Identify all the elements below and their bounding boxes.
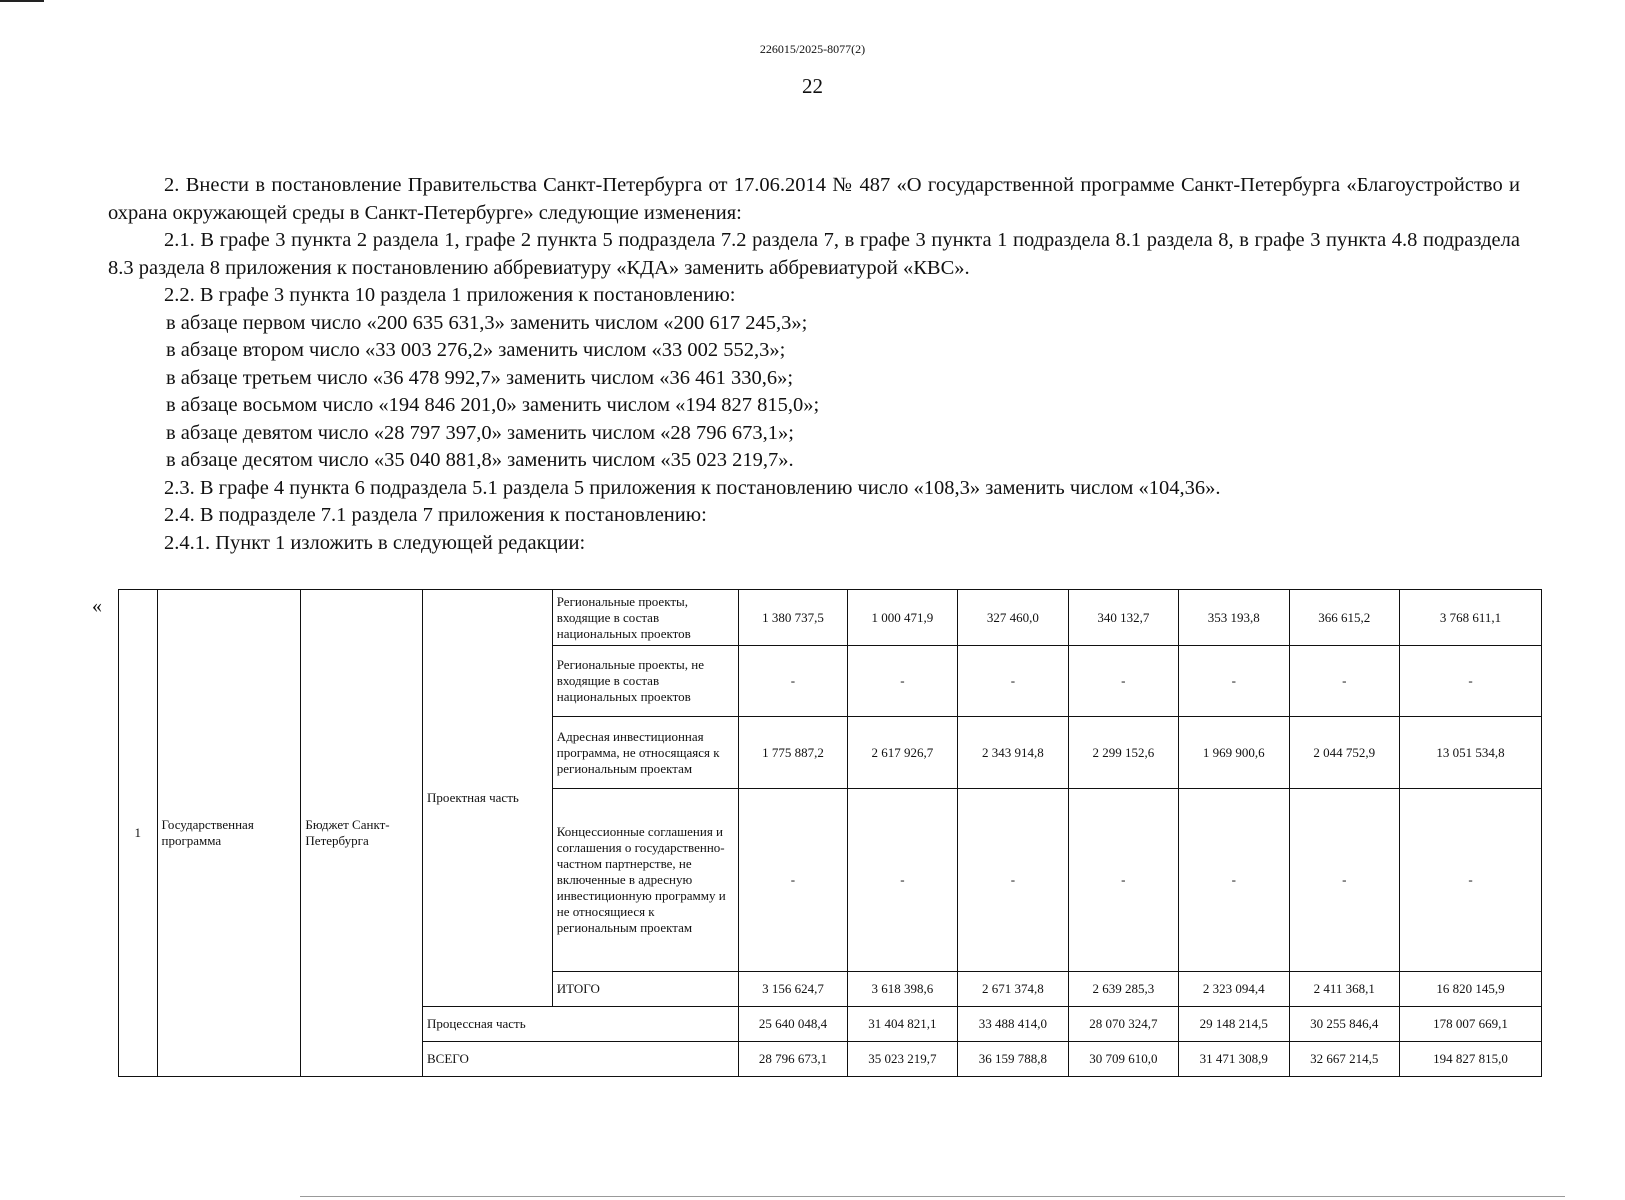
grand-total-label: ВСЕГО — [423, 1042, 739, 1077]
value-cell: 340 132,7 — [1068, 590, 1178, 646]
total-value-cell: - — [1400, 646, 1542, 717]
value-cell: 2 671 374,8 — [958, 972, 1068, 1007]
value-cell: 3 618 398,6 — [847, 972, 957, 1007]
value-cell: - — [847, 646, 957, 717]
program-name-cell: Государственная программа — [157, 590, 301, 1077]
paragraph-2-4-1: 2.4.1. Пункт 1 изложить в следующей редакции: — [164, 531, 586, 554]
abzac-line: в абзаце восьмом число «194 846 201,0» заменить числом «194 827 815,0»; — [166, 394, 820, 416]
paragraph-2-4: 2.4. В подразделе 7.1 раздела 7 приложения к постановлению: — [164, 504, 707, 526]
scan-bottom-line — [300, 1196, 1565, 1197]
value-cell: 29 148 214,5 — [1179, 1007, 1289, 1042]
value-cell: - — [958, 646, 1068, 717]
value-cell: 1 969 900,6 — [1179, 717, 1289, 789]
value-cell: - — [1068, 646, 1178, 717]
value-cell: - — [958, 789, 1068, 972]
amendment-text — [108, 172, 1520, 557]
value-cell: 36 159 788,8 — [958, 1042, 1068, 1077]
value-cell: - — [739, 646, 847, 717]
abzac-line: в абзаце девятом число «28 797 397,0» заменить числом «28 796 673,1»; — [166, 421, 795, 444]
program-funding-table — [118, 589, 1542, 1077]
abzac-line: в абзаце десятом число «35 040 881,8» заменить числом «35 023 219,7». — [166, 449, 794, 471]
value-cell: 32 667 214,5 — [1289, 1042, 1399, 1077]
total-value-cell: 16 820 145,9 — [1400, 972, 1542, 1007]
value-cell: 366 615,2 — [1289, 590, 1399, 646]
total-value-cell: 194 827 815,0 — [1400, 1042, 1542, 1077]
item-number-cell: 1 — [119, 590, 158, 1077]
abzac-line: в абзаце втором число «33 003 276,2» заменить числом «33 002 552,3»; — [166, 339, 786, 361]
total-value-cell: 178 007 669,1 — [1400, 1007, 1542, 1042]
value-cell: 30 255 846,4 — [1289, 1007, 1399, 1042]
value-cell: 2 639 285,3 — [1068, 972, 1178, 1007]
value-cell: 1 000 471,9 — [847, 590, 957, 646]
paragraph-2-3: 2.3. В графе 4 пункта 6 подраздела 5.1 раздела 5 приложения к постановлению число «108,3» заменить числом «104,36». — [164, 476, 1221, 499]
value-cell: - — [1289, 646, 1399, 717]
value-cell: 2 617 926,7 — [847, 717, 957, 789]
opening-quote-mark: « — [92, 595, 102, 617]
value-cell: - — [1068, 789, 1178, 972]
value-cell: - — [1179, 646, 1289, 717]
value-cell: 327 460,0 — [958, 590, 1068, 646]
total-value-cell: 3 768 611,1 — [1400, 590, 1542, 646]
table-row — [119, 590, 1542, 646]
value-cell: 1 380 737,5 — [739, 590, 847, 646]
value-cell: 25 640 048,4 — [739, 1007, 847, 1042]
total-value-cell: 13 051 534,8 — [1400, 717, 1542, 789]
scan-corner-mark — [0, 0, 44, 2]
value-cell: 31 471 308,9 — [1179, 1042, 1289, 1077]
value-cell: 2 044 752,9 — [1289, 717, 1399, 789]
value-cell: 353 193,8 — [1179, 590, 1289, 646]
subtotal-label: ИТОГО — [552, 972, 738, 1007]
budget-source-cell: Бюджет Санкт-Петербурга — [301, 590, 423, 1077]
row-label: Концессионные соглашения и соглашения о государственно-частном партнерстве, не включенные в адресную инвестиционную программу и не относящиеся к региональным проектам — [552, 789, 738, 972]
value-cell: - — [847, 789, 957, 972]
project-part-cell: Проектная часть — [423, 590, 553, 1007]
value-cell: 35 023 219,7 — [847, 1042, 957, 1077]
value-cell: 2 343 914,8 — [958, 717, 1068, 789]
value-cell: 28 796 673,1 — [739, 1042, 847, 1077]
value-cell: - — [739, 789, 847, 972]
value-cell: 1 775 887,2 — [739, 717, 847, 789]
total-value-cell: - — [1400, 789, 1542, 972]
paragraph-2-1: 2.1. В графе 3 пункта 2 раздела 1, графе 2 пункта 5 подраздела 7.2 раздела 7, в графе 3 пункта 1 подраздела 8.1 раздела 8, в графе 3 пункта 4.8 подраздела 8.3 раздела 8 приложения к постановлению аббревиатуру «КДА» заменить аббревиатурой «КВС». — [108, 229, 1520, 279]
value-cell: 30 709 610,0 — [1068, 1042, 1178, 1077]
value-cell: 31 404 821,1 — [847, 1007, 957, 1042]
value-cell: 2 323 094,4 — [1179, 972, 1289, 1007]
value-cell: - — [1289, 789, 1399, 972]
value-cell: 3 156 624,7 — [739, 972, 847, 1007]
paragraph-2: 2. Внести в постановление Правительства Санкт-Петербурга от 17.06.2014 № 487 «О государственной программе Санкт-Петербурга «Благоустройство и охрана окружающей среды в Санкт-Петербурге» следующие изменения: — [108, 174, 1520, 224]
value-cell: 28 070 324,7 — [1068, 1007, 1178, 1042]
abzac-line: в абзаце третьем число «36 478 992,7» заменить числом «36 461 330,6»; — [166, 366, 794, 389]
row-label: Региональные проекты, не входящие в состав национальных проектов — [552, 646, 738, 717]
value-cell: 2 411 368,1 — [1289, 972, 1399, 1007]
row-label: Региональные проекты, входящие в состав национальных проектов — [552, 590, 738, 646]
row-label: Адресная инвестиционная программа, не относящаяся к региональным проектам — [552, 717, 738, 789]
page-number: 22 — [802, 74, 823, 98]
value-cell: - — [1179, 789, 1289, 972]
process-part-label: Процессная часть — [423, 1007, 739, 1042]
value-cell: 2 299 152,6 — [1068, 717, 1178, 789]
document-registration-number: 226015/2025-8077(2) — [759, 42, 866, 56]
value-cell: 33 488 414,0 — [958, 1007, 1068, 1042]
paragraph-2-2: 2.2. В графе 3 пункта 10 раздела 1 приложения к постановлению: — [164, 284, 736, 306]
abzac-line: в абзаце первом число «200 635 631,3» заменить числом «200 617 245,3»; — [166, 311, 808, 334]
